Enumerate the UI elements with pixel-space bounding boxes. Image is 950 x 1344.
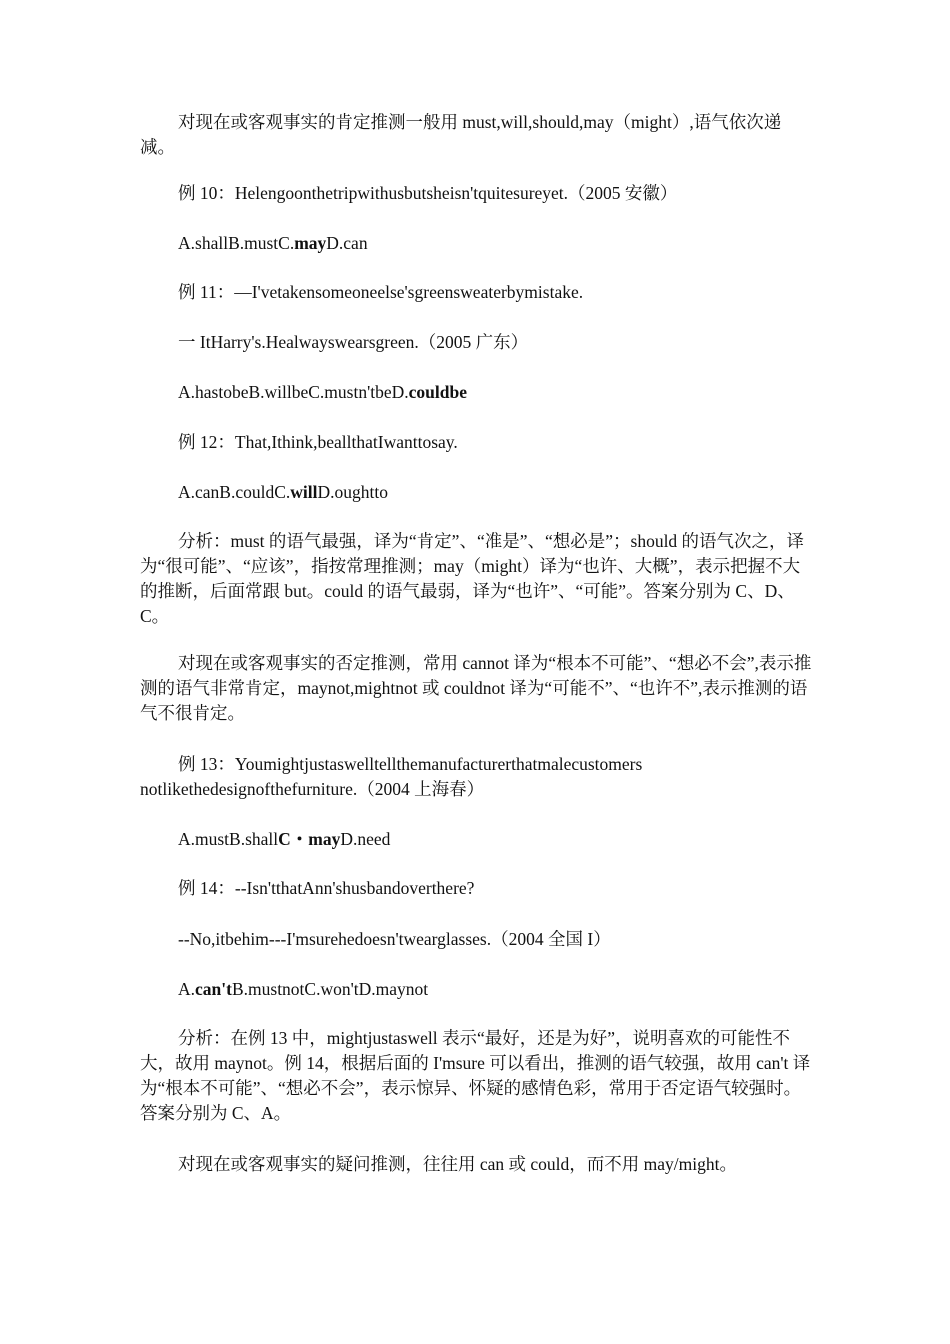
options-text: D.can <box>326 233 368 253</box>
example-14-options <box>140 977 812 1002</box>
paragraph-negative-inference: 对现在或客观事实的否定推测，常用 cannot 译为“根本不可能”、“想必不会”,表示推测的语气非常肯定，maynot,mightnot 或 couldnot 译为“可能不”、“也许不”,表示推测的语气不很肯定。 <box>140 653 812 723</box>
options-text: A.hastobeB.willbeC.mustn'tbeD. <box>178 382 409 402</box>
options-text: A. <box>178 979 196 999</box>
options-text: B.mustnotC.won'tD.maynot <box>231 979 429 999</box>
example-10-question: 例 10：Helengoonthetripwithusbutsheisn'tquitesureyet.（2005 安徽） <box>178 183 678 203</box>
example-13-question-line2: notlikethedesignofthefurniture.（2004 上海春） <box>140 779 485 799</box>
answer-option: may <box>294 233 327 253</box>
options-text: D.oughtto <box>317 482 389 502</box>
example-14-question-line2: --No,itbehim---I'msurehedoesn'twearglasses.（2004 全国 I） <box>178 929 611 949</box>
options-text: A.mustB.shall <box>178 829 279 849</box>
example-13-options <box>140 827 812 852</box>
paragraph-interrogative-inference: 对现在或客观事实的疑问推测，往往用 can 或 could，而不用 may/might。 <box>178 1154 737 1174</box>
answer-option: can't <box>195 979 232 999</box>
example-12-question: 例 12：That,Ithink,beallthatIwanttosay. <box>178 432 458 452</box>
options-text: D.need <box>340 829 391 849</box>
example-11-question-line2: 一 ItHarry's.Healwayswearsgreen.（2005 广东） <box>178 332 529 352</box>
analysis-paragraph-2: 分析：在例 13 中，mightjustaswell 表示“最好，还是为好”，说明喜欢的可能性不大，故用 maynot。例 14，根据后面的 I'msure 可以看出，推测的语气较强，故用 can't 译为“根本不可能”、“想必不会”，表示惊异、怀疑的感情色彩，常用于否定语气较强时。答案分别为 C、A。 <box>140 1028 811 1123</box>
answer-option: C・may <box>278 829 341 849</box>
answer-option: couldbe <box>408 382 467 402</box>
options-text: A.canB.couldC. <box>178 482 291 502</box>
example-10-options <box>140 231 812 256</box>
example-12-options <box>140 480 812 505</box>
example-11-question-line1: 例 11：—I'vetakensomeoneelse'sgreensweaterbymistake. <box>178 282 584 302</box>
example-14-question-line1: 例 14：--Isn'tthatAnn'shusbandoverthere? <box>178 878 475 898</box>
options-text: A.shallB.mustC. <box>178 233 295 253</box>
paragraph-affirmative-inference: 对现在或客观事实的肯定推测一般用 must,will,should,may（might）,语气依次递减。 <box>140 112 782 157</box>
example-13-question-line1: 例 13：Youmightjustaswelltellthemanufacturerthatmalecustomers <box>178 754 643 774</box>
analysis-paragraph-1: 分析：must 的语气最强，译为“肯定”、“准是”、“想必是”；should 的语气次之，译为“很可能”、“应该”，指按常理推测；may（might）译为“也许、大概”，表示把握不大的推断，后面常跟 but。could 的语气最弱，译为“也许”、“可能”。答案分别为 C、D、C。 <box>140 531 805 626</box>
answer-option: will <box>290 482 318 502</box>
example-11-options <box>140 380 812 405</box>
